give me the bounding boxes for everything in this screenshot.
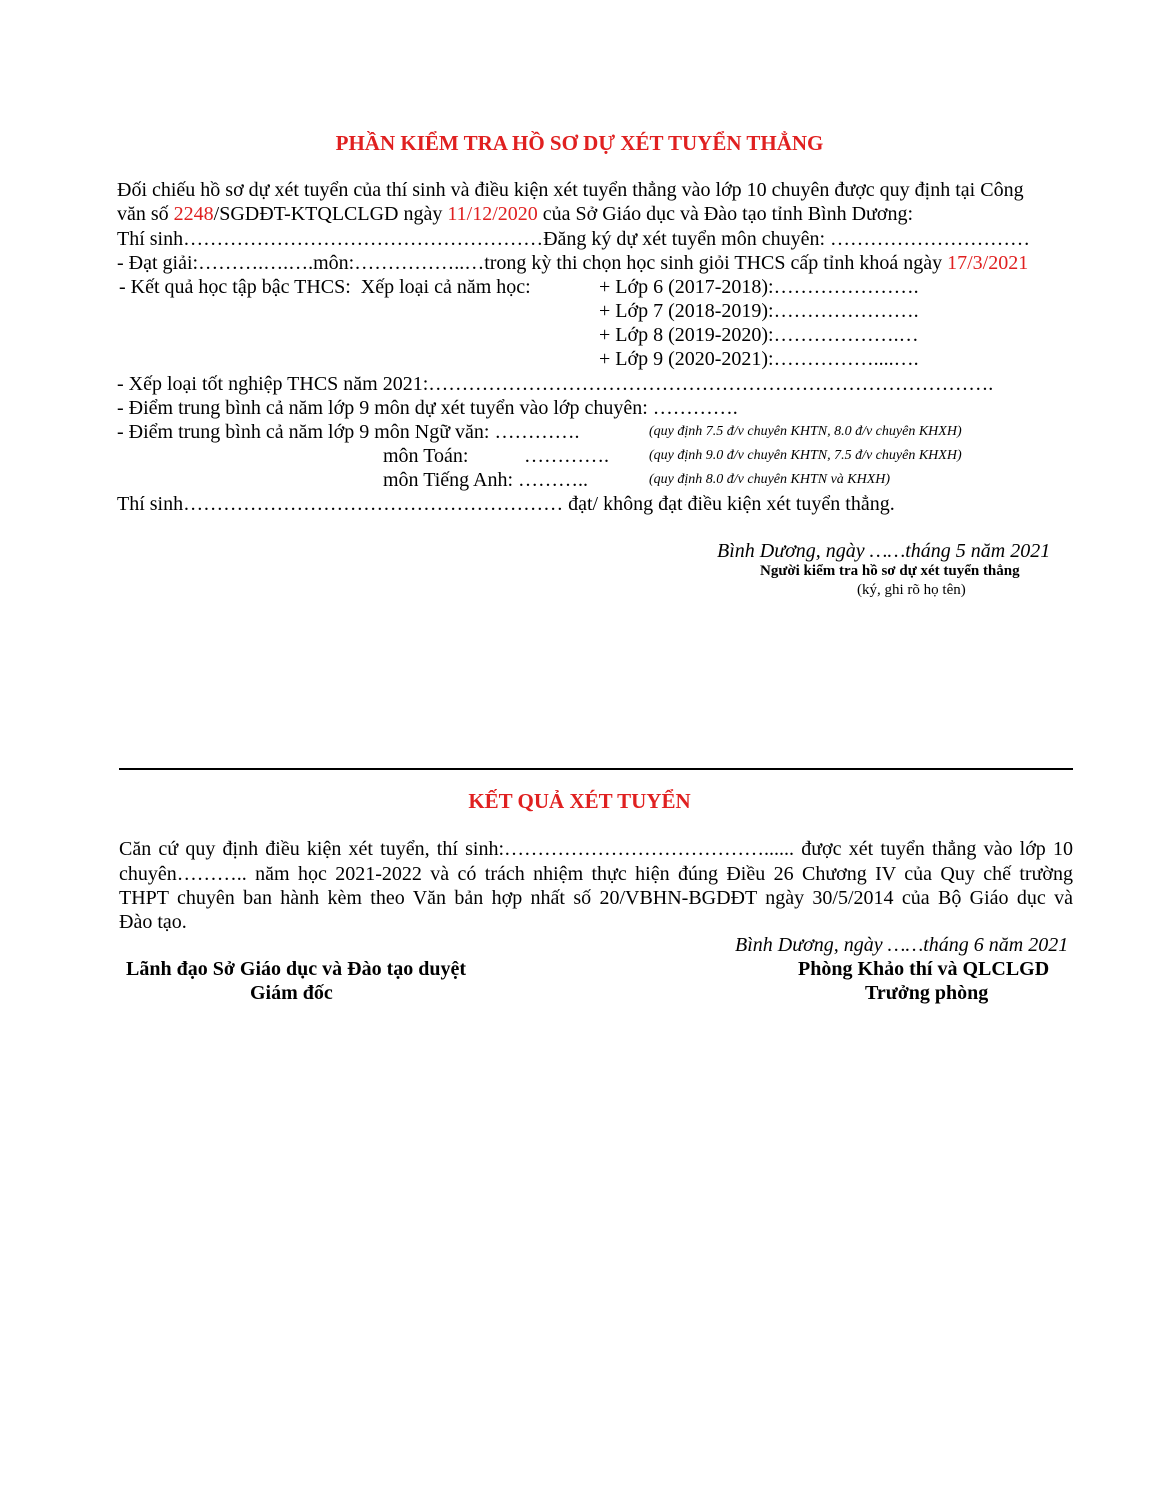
grade-6-line: + Lớp 6 (2017-2018):………………….	[599, 276, 919, 298]
intro-text-a: văn số	[117, 203, 174, 225]
left-sign-title: Lãnh đạo Sở Giáo dục và Đào tạo duyệt	[126, 958, 467, 980]
results-label: - Kết quả học tập bậc THCS: Xếp loại cả năm học:	[119, 276, 531, 298]
grade-8-line: + Lớp 8 (2019-2020):……………….…	[599, 324, 919, 346]
avg-literature-line: - Điểm trung bình cả năm lớp 9 môn Ngữ văn: ………….	[117, 421, 580, 443]
intro-line-1: Đối chiếu hồ sơ dự xét tuyển của thí sinh và điều kiện xét tuyển thẳng vào lớp 10 chuyên được quy định tại Công	[117, 179, 1024, 201]
result-para-line-4: Đào tạo.	[119, 911, 187, 933]
checker-sign-note: (ký, ghi rõ họ tên)	[857, 582, 966, 598]
intro-line-2	[117, 202, 913, 226]
document-number: 2248	[173, 203, 214, 225]
intro-text-c: của Sở Giáo dục và Đào tạo tỉnh Bình Dương:	[537, 203, 914, 225]
avg-math-dots: ………….	[524, 445, 609, 467]
place-date-1: Bình Dương, ngày ……tháng 5 năm 2021	[717, 540, 1051, 562]
note-literature: (quy định 7.5 đ/v chuyên KHTN, 8.0 đ/v chuyên KHXH)	[649, 424, 962, 439]
right-sign-role: Trưởng phòng	[865, 982, 989, 1004]
note-math: (quy định 9.0 đ/v chuyên KHTN, 7.5 đ/v chuyên KHXH)	[649, 448, 962, 463]
result-para-line-3: THPT chuyên ban hành kèm theo Văn bản hợp nhất số 20/VBHN-BGDĐT ngày 30/5/2014 của Bộ Giáo dục và	[119, 887, 1073, 909]
place-date-2: Bình Dương, ngày ……tháng 6 năm 2021	[735, 934, 1069, 956]
section-divider	[119, 768, 1073, 770]
intro-text-b: /SGDĐT-KTQLCLGD ngày	[213, 203, 448, 225]
graduation-line: - Xếp loại tốt nghiệp THCS năm 2021:………………………………………………………………………….	[117, 373, 994, 395]
avg-specialized-line: - Điểm trung bình cả năm lớp 9 môn dự xét tuyển vào lớp chuyên: ………….	[117, 397, 738, 419]
conclusion-line: Thí sinh………………………………………………… đạt/ không đạt điều kiện xét tuyển thẳng.	[117, 493, 895, 515]
section-title-verification: PHẦN KIỂM TRA HỒ SƠ DỰ XÉT TUYỂN THẲNG	[335, 131, 824, 155]
result-para-line-1: Căn cứ quy định điều kiện xét tuyển, thí sinh:…………………………………...... được xét tuyển thẳng vào lớp 10	[119, 838, 1073, 860]
result-para-line-2: chuyên……….. năm học 2021-2022 và có trách nhiệm thực hiện đúng Điều 26 Chương IV của Quy chế trường	[119, 863, 1073, 885]
award-text: - Đạt giải:……….….….môn:……………..…trong kỳ thi chọn học sinh giỏi THCS cấp tỉnh khoá ngày	[117, 252, 948, 274]
section-title-result: KẾT QUẢ XÉT TUYỂN	[468, 789, 691, 813]
note-english: (quy định 8.0 đ/v chuyên KHTN và KHXH)	[649, 472, 891, 487]
right-sign-title: Phòng Khảo thí và QLCLGD	[798, 958, 1050, 980]
award-line	[117, 251, 1028, 275]
award-date: 17/3/2021	[947, 252, 1029, 274]
candidate-line: Thí sinh………………………………………………Đăng ký dự xét tuyển môn chuyên: …………………………	[117, 228, 1031, 250]
avg-english-line: môn Tiếng Anh: ………..	[383, 469, 589, 491]
avg-math-label: môn Toán:	[383, 445, 469, 467]
grade-9-line: + Lớp 9 (2020-2021):……………....….	[599, 348, 919, 370]
checker-title: Người kiểm tra hồ sơ dự xét tuyển thẳng	[760, 563, 1020, 579]
document-date: 11/12/2020	[447, 203, 538, 225]
left-sign-role: Giám đốc	[250, 982, 333, 1004]
grade-7-line: + Lớp 7 (2018-2019):………………….	[599, 300, 919, 322]
